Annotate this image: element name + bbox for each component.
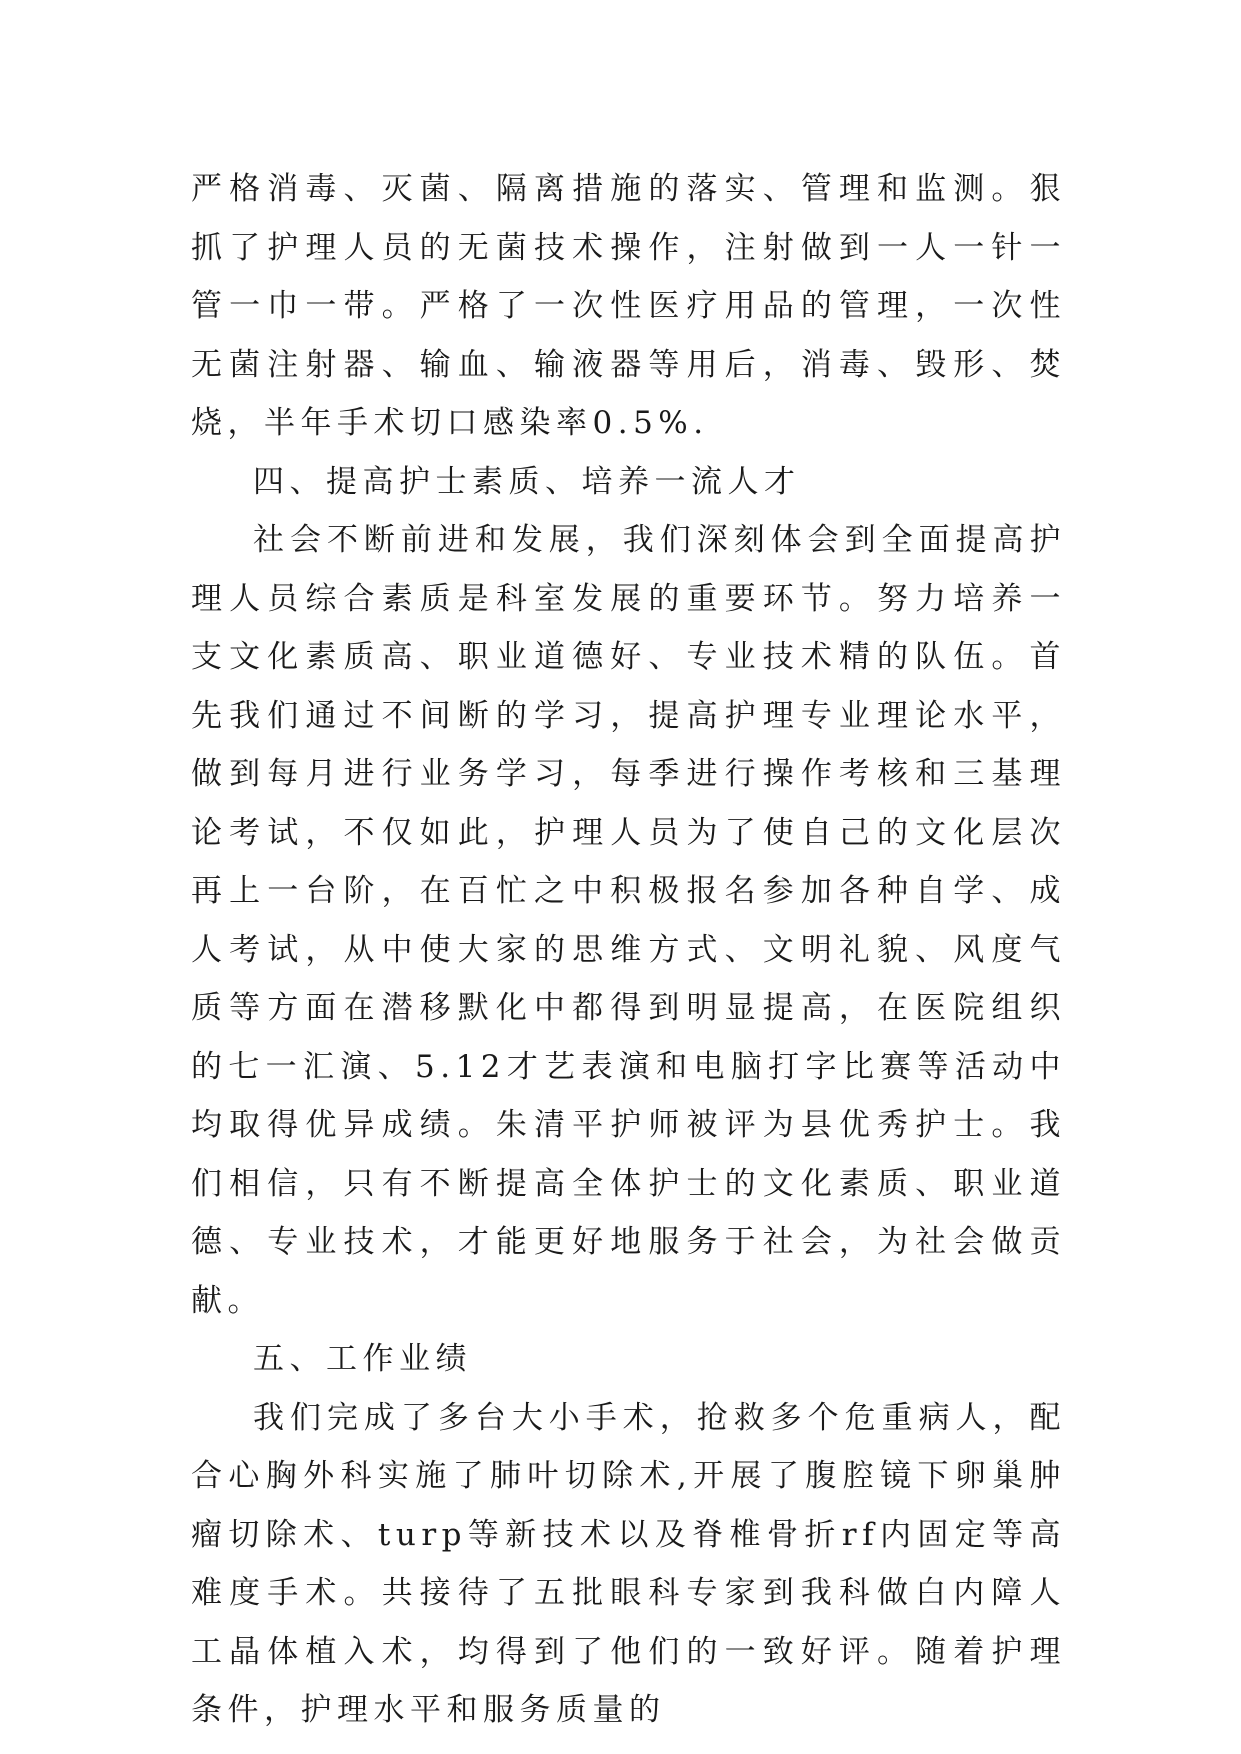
section-heading-5: 五、工作业绩	[253, 1341, 472, 1377]
paragraph-disinfection: 严格消毒、灭菌、隔离措施的落实、管理和监测。狠抓了护理人员的无菌技术操作，注射做到一人一针一管一巾一带。严格了一次性医疗用品的管理，一次性无菌注射器、输血、输液器等用后，消毒、毁形、焚烧，半年手术切口感染率0.5%.	[191, 171, 1066, 441]
paragraph-work-results: 我们完成了多台大小手术，抢救多个危重病人，配合心胸外科实施了肺叶切除术,开展了腹腔镜下卵巢肿瘤切除术、turp等新技术以及脊椎骨折rf内固定等高难度手术。共接待了五批眼科专家到我科做白内障人工晶体植入术，均得到了他们的一致好评。随着护理条件，护理水平和服务质量的	[191, 1399, 1066, 1728]
paragraph-nurse-quality: 社会不断前进和发展，我们深刻体会到全面提高护理人员综合素质是科室发展的重要环节。努力培养一支文化素质高、职业道德好、专业技术精的队伍。首先我们通过不间断的学习，提高护理专业理论水平，做到每月进行业务学习，每季进行操作考核和三基理论考试，不仅如此，护理人员为了使自己的文化层次再上一台阶，在百忙之中积极报名参加各种自学、成人考试，从中使大家的思维方式、文明礼貌、风度气质等方面在潜移默化中都得到明显提高，在医院组织的七一汇演、5.12才艺表演和电脑打字比赛等活动中均取得优异成绩。朱清平护师被评为县优秀护士。我们相信，只有不断提高全体护士的文化素质、职业道德、专业技术，才能更好地服务于社会，为社会做贡献。	[191, 522, 1066, 1319]
document-body	[191, 160, 1066, 1740]
section-heading-4: 四、提高护士素质、培养一流人才	[253, 463, 801, 500]
